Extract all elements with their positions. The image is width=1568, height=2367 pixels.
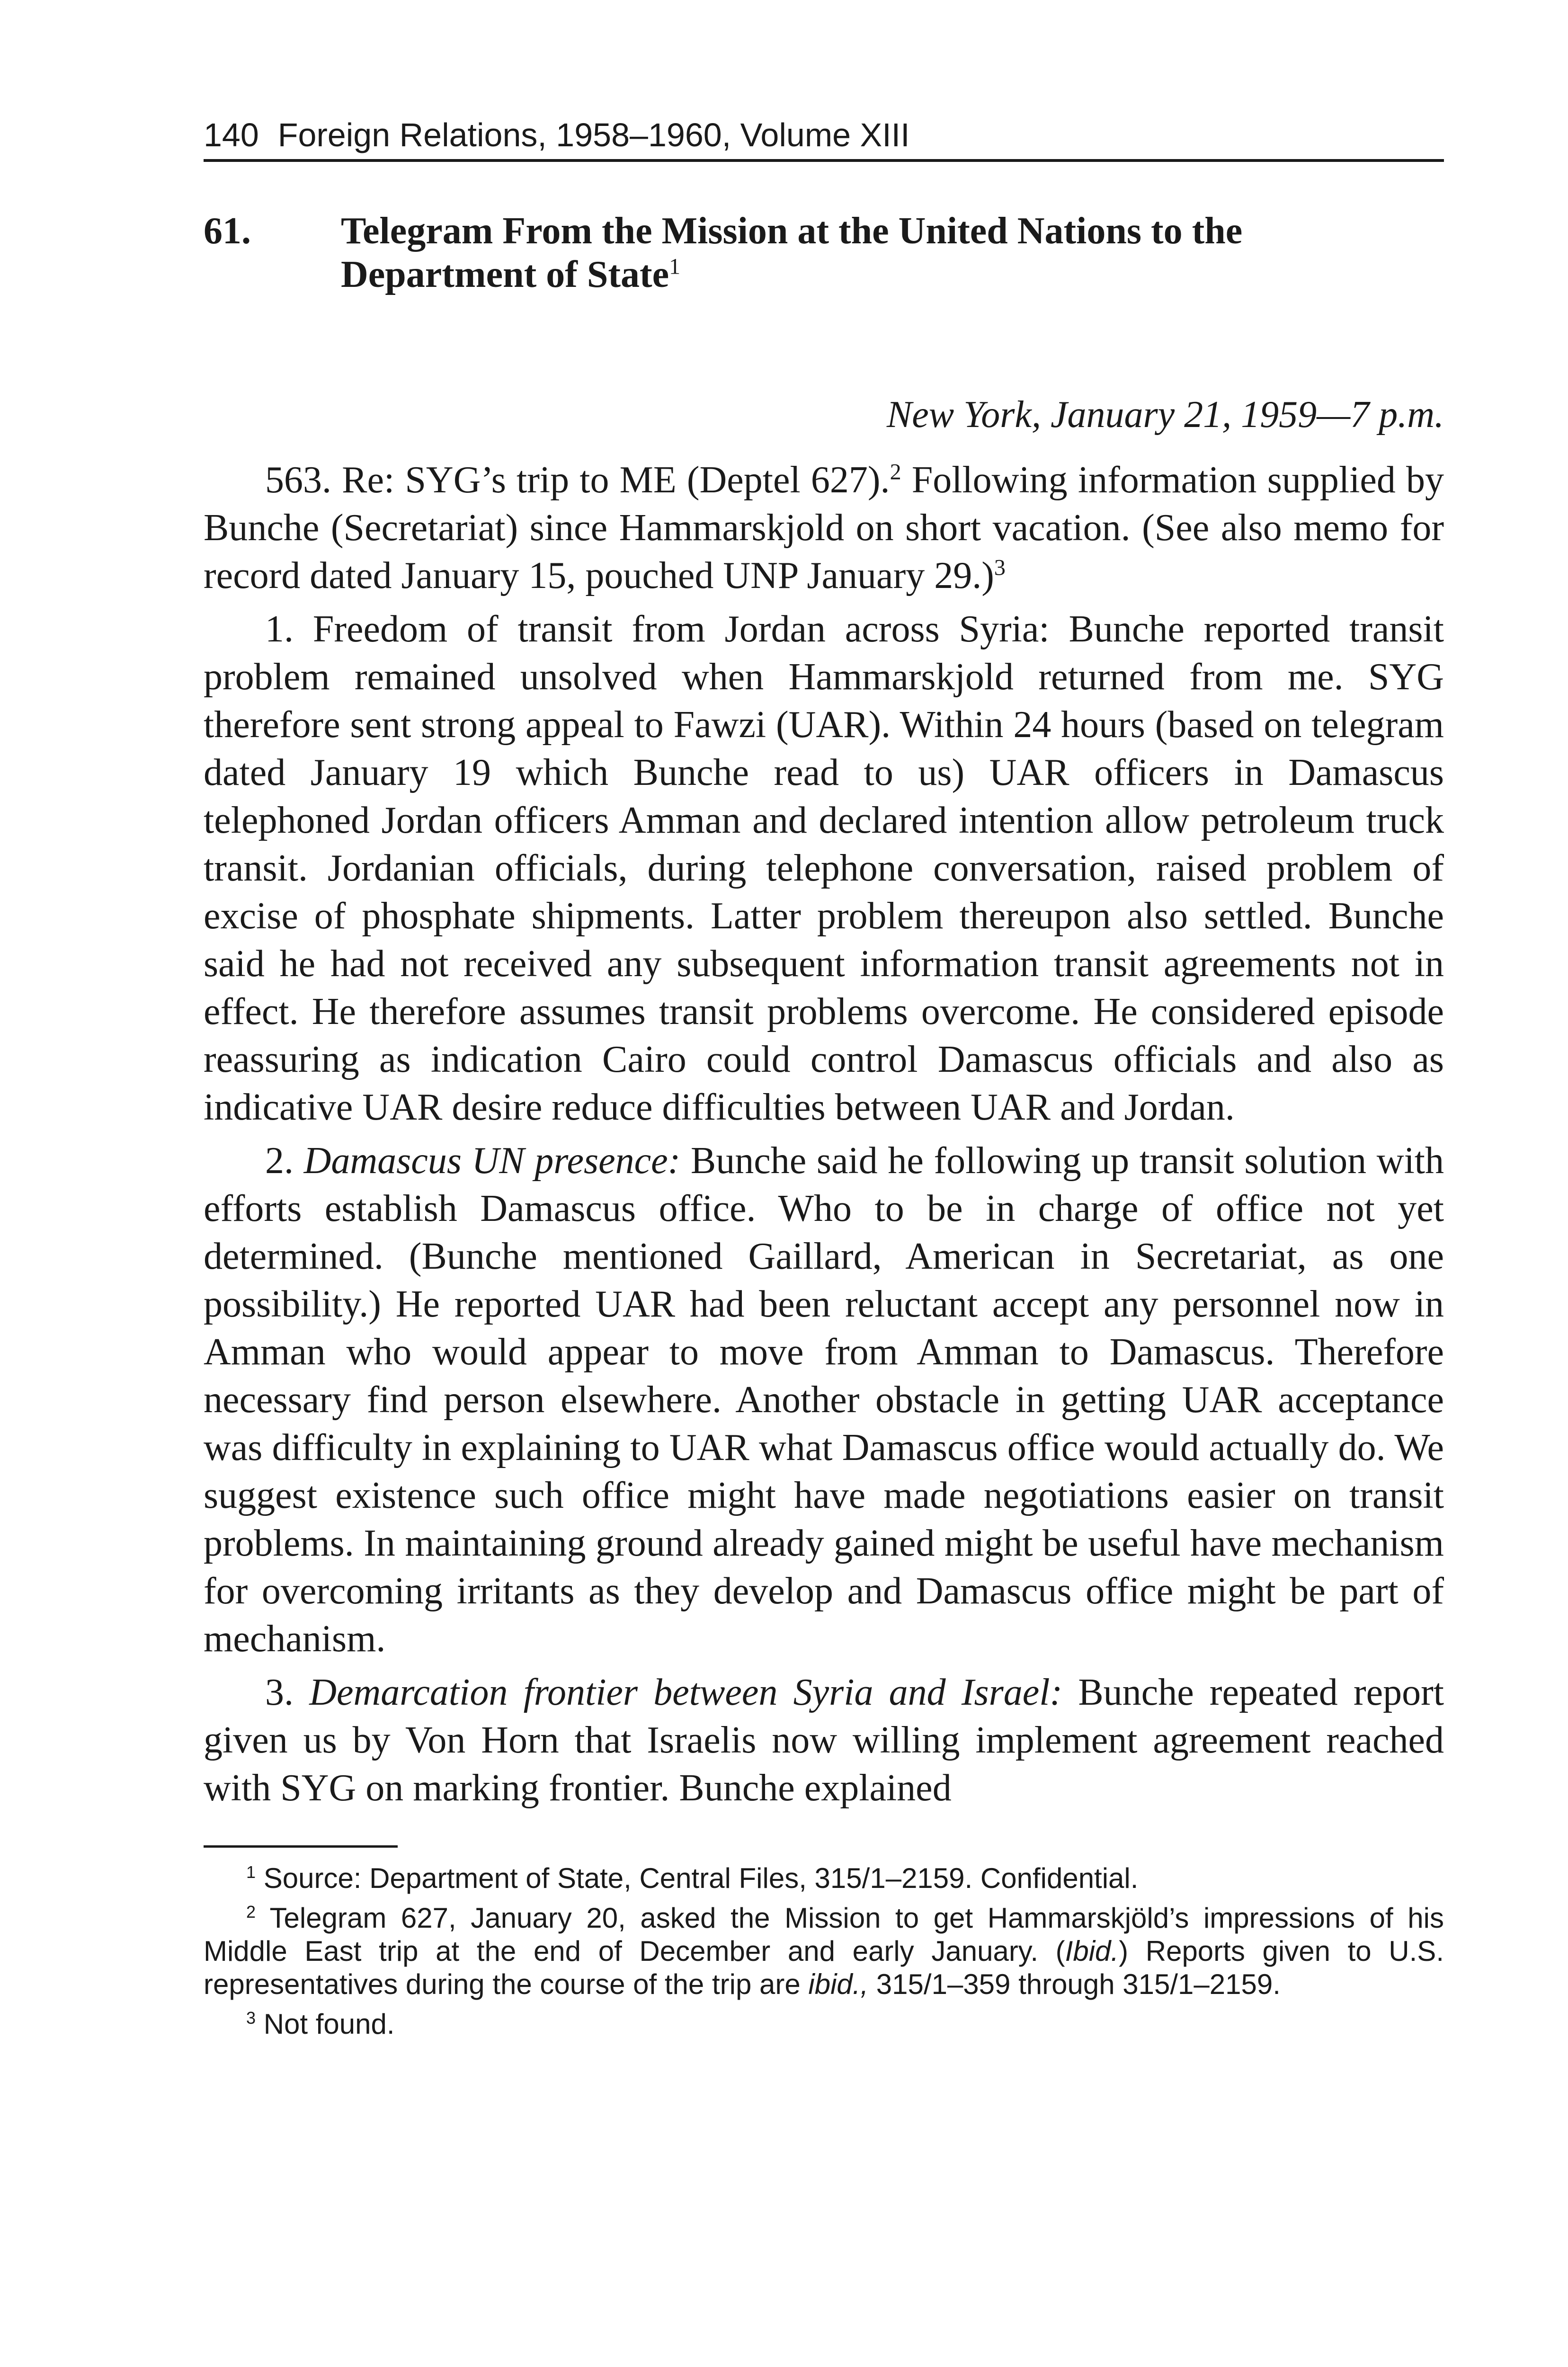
footnote-1	[204, 1862, 1444, 1895]
footnote-1-marker: 1	[246, 1862, 256, 1882]
item-1-paragraph	[204, 605, 1444, 1131]
document-title-block	[341, 209, 1444, 296]
intro-text-1: 563. Re: SYG’s trip to ME (Deptel 627).	[265, 459, 890, 501]
footnote-2-text-a: Telegram 627, January 20, asked the Mission to get Hammarskjöld’s impressions of his Middle East trip at the end of December and early January. (	[204, 1902, 1444, 1967]
footnote-2-ibid-2: ibid.,	[808, 1968, 869, 2000]
document-number: 61.	[204, 210, 251, 252]
footnote-3-text: Not found.	[256, 2008, 395, 2040]
item-3-heading: Demarcation frontier between Syria and Israel:	[309, 1672, 1063, 1713]
page-number: 140	[204, 116, 259, 153]
footnote-ref-2[interactable]: 2	[890, 459, 901, 485]
footnote-2	[204, 1902, 1444, 2001]
footnote-2-text-c: 315/1–359 through 315/1–2159.	[868, 1968, 1281, 2000]
footnotes	[204, 1862, 1444, 2041]
footnote-ref-3[interactable]: 3	[994, 555, 1006, 580]
footnote-ref-1[interactable]: 1	[669, 254, 681, 279]
telegram-body	[204, 456, 1444, 1812]
item-2-heading: Damascus UN presence:	[303, 1140, 681, 1182]
item-2-paragraph	[204, 1137, 1444, 1663]
footnote-3	[204, 2008, 1444, 2041]
page	[204, 114, 1444, 2047]
footnote-2-text-b: ) Reports given to U.S. representatives during the course of the trip are	[204, 1935, 1444, 2000]
footnote-2-ibid-1: Ibid.	[1065, 1935, 1119, 1967]
dateline: New York, January 21, 1959—7 p.m.	[886, 394, 1444, 436]
item-1-text: 1. Freedom of transit from Jordan across Syria: Bunche reported transit problem remained unsolved when Hammarskjold returned from me. SYG therefore sent strong appeal to Fawzi (UAR). Within 24 hours (based on telegram dated January 19 which Bunche read to us) UAR officers in Damascus telephoned Jordan officers Amman and declared intention allow petroleum truck transit. Jordanian officials, during telephone conversation, raised problem of excise of phosphate shipments. Latter problem thereupon also settled. Bunche said he had not received any subsequent information transit agreements not in effect. He therefore assumes transit problems overcome. He considered episode reassuring as indication Cairo could control Damascus officials and also as indicative UAR desire reduce difficulties between UAR and Jordan.	[204, 608, 1444, 1128]
intro-text-2: Following information supplied by Bunche (Secretariat) since Hammarskjold on short vacation. (See also memo for record dated January 15, pouched UNP January 29.)	[204, 459, 1444, 596]
item-2-number: 2.	[265, 1140, 304, 1182]
document-title: Telegram From the Mission at the United Nations to the Department of State	[341, 210, 1243, 295]
series-title: Foreign Relations, 1958–1960, Volume XIII	[277, 116, 910, 153]
item-2-text: Bunche said he following up transit solution with efforts establish Damascus office. Who to be in charge of office not yet determined. (Bunche mentioned Gaillard, American in Secretariat, as one possibility.) He reported UAR had been reluctant accept any personnel now in Amman who would appear to move from Amman to Damascus. Therefore necessary find person elsewhere. Another obstacle in getting UAR acceptance was difficulty in explaining to UAR what Damascus office would actually do. We suggest existence such office might have made negotiations easier on transit problems. In maintaining ground already gained might be useful have mechanism for overcoming irritants as they develop and Damascus office might be part of mechanism.	[204, 1140, 1444, 1660]
item-3-paragraph	[204, 1669, 1444, 1812]
footnote-2-marker: 2	[246, 1902, 256, 1922]
footnote-divider	[204, 1845, 398, 1848]
footnote-3-marker: 3	[246, 2008, 256, 2028]
item-3-number: 3.	[265, 1672, 310, 1713]
intro-paragraph	[204, 456, 1444, 600]
item-3-text: Bunche repeated report given us by Von Horn that Israelis now willing implement agreement reached with SYG on marking frontier. Bunche explained	[204, 1672, 1444, 1809]
running-head	[204, 114, 1444, 162]
document-heading	[204, 209, 1444, 296]
footnote-1-text: Source: Department of State, Central Files, 315/1–2159. Confidential.	[256, 1862, 1139, 1894]
